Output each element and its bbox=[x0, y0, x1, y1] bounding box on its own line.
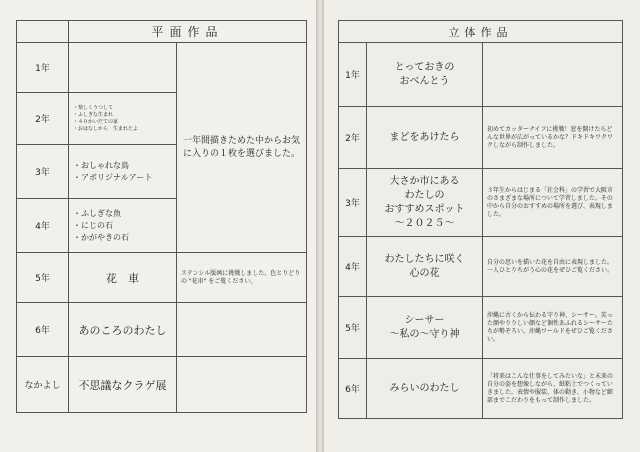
work-title: まどをあけたら bbox=[367, 107, 483, 169]
table-row bbox=[17, 303, 307, 357]
work-list: ・楽しくうつして ・ふしぎな生まれ ・４０かいだての家 ・おはなしから 生まれたよ bbox=[69, 93, 177, 145]
work-title: あのころのわたし bbox=[69, 303, 177, 357]
work-title: 花 車 bbox=[69, 253, 177, 303]
flat-works-title: 平面作品 bbox=[69, 21, 307, 43]
grade-label: 3年 bbox=[17, 145, 69, 199]
work-list bbox=[69, 43, 177, 93]
table-row bbox=[339, 297, 623, 359]
table-row bbox=[17, 253, 307, 303]
work-list: ・ふしぎな魚 ・にじの石 ・かがやきの石 bbox=[69, 199, 177, 253]
table-row bbox=[339, 359, 623, 419]
work-description: 初めてカッターナイフに挑戦！窓を開けたらどんな世界が広がっているかな？ドキドキワクワクしながら制作しました。 bbox=[483, 107, 623, 169]
work-description: ３年生からはじまる「社会科」の学習で大阪市のさまざまな場所について学習しました。その中から自分のおすすめの場所を選び、表現しました。 bbox=[483, 169, 623, 237]
grade-label: 5年 bbox=[17, 253, 69, 303]
grade-label: なかよし bbox=[17, 357, 69, 413]
shared-note: 一年間描きためた中からお気に入りの１枚を選びました。 bbox=[177, 43, 307, 253]
work-description: 自分の思いを描いた花を自由に表現しました。一人ひとりちがう心の花をぜひご覧ください。 bbox=[483, 237, 623, 297]
work-title: 不思議なクラゲ展 bbox=[69, 357, 177, 413]
work-title: シーサー ～私の～守り神 bbox=[367, 297, 483, 359]
table-row bbox=[339, 237, 623, 297]
table-row bbox=[339, 107, 623, 169]
work-title: 大さか市にある わたしの おすすめスポット ～２０２５～ bbox=[367, 169, 483, 237]
grade-label: 6年 bbox=[339, 359, 367, 419]
work-description: 沖縄に古くから伝わる守り神、シーサー。笑った顔やりりしい顔など個性あふれるシーサーたちが勢ぞろい。沖縄ワールドをぜひご覧ください。 bbox=[483, 297, 623, 359]
table-row bbox=[17, 357, 307, 413]
work-description: ステンシル版画に挑戦しました。色とりどりの "花車" をご覧ください。 bbox=[177, 253, 307, 303]
grade-label: 3年 bbox=[339, 169, 367, 237]
grade-label: 2年 bbox=[339, 107, 367, 169]
flat-works-table bbox=[16, 20, 307, 413]
grade-label: 4年 bbox=[339, 237, 367, 297]
page-fold bbox=[316, 0, 324, 452]
table-row bbox=[339, 43, 623, 107]
3d-works-title: 立体作品 bbox=[339, 21, 623, 43]
work-title: みらいのわたし bbox=[367, 359, 483, 419]
work-title: とっておきの おべんとう bbox=[367, 43, 483, 107]
grade-label: 2年 bbox=[17, 93, 69, 145]
grade-label: 6年 bbox=[17, 303, 69, 357]
work-description bbox=[483, 43, 623, 107]
grade-label: 5年 bbox=[339, 297, 367, 359]
work-description bbox=[177, 303, 307, 357]
3d-works-table bbox=[338, 20, 623, 419]
work-list: ・おしゃれな鳥 ・アボリジナルアート bbox=[69, 145, 177, 199]
work-description: 「将来はこんな仕事をしてみたいな」と未来の自分の姿を想像しながら、紙粘土でつくっていきました。表情や服装、体の動き、小物など細部までこだわりをもって制作しました。 bbox=[483, 359, 623, 419]
work-description bbox=[177, 357, 307, 413]
grade-label: 1年 bbox=[339, 43, 367, 107]
table-row bbox=[17, 43, 307, 93]
work-title: わたしたちに咲く 心の花 bbox=[367, 237, 483, 297]
table-row bbox=[339, 169, 623, 237]
grade-label: 4年 bbox=[17, 199, 69, 253]
grade-label: 1年 bbox=[17, 43, 69, 93]
